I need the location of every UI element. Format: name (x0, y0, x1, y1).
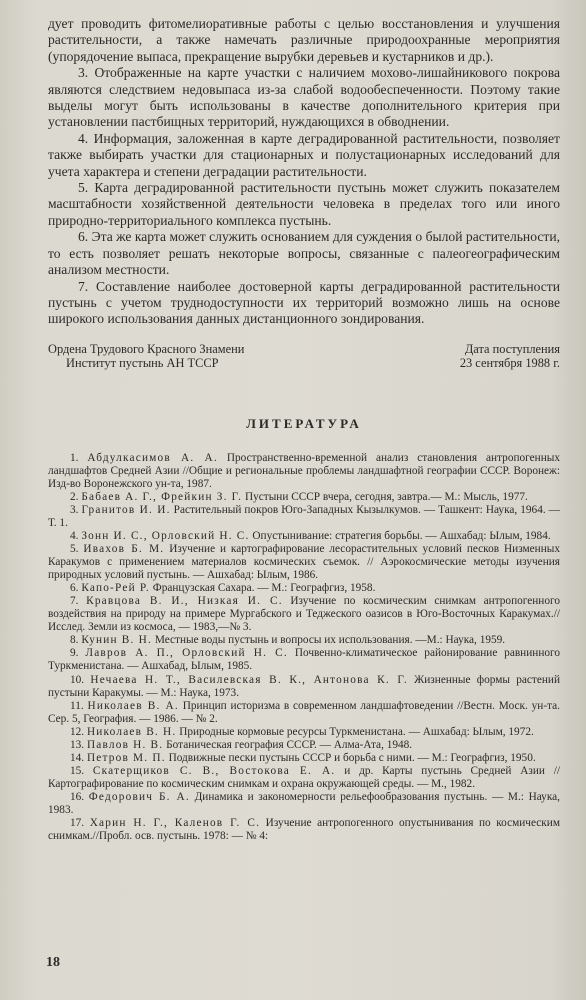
reference-item (48, 543, 560, 582)
reference-number: 15. (70, 764, 85, 777)
reference-author: Харин Н. Г., Каленов Г. С. (89, 817, 261, 830)
reference-text: Жизненные формы растений пустыни Каракумы. — М.: Наука, 1973. (48, 673, 560, 699)
reference-item (48, 595, 560, 634)
reference-text: и др. Карты пустынь Средней Азии //Картографирование по космическим снимкам и охрана окружающей среды. — М., 1982. (48, 764, 561, 790)
reference-number: 8. (70, 634, 79, 647)
reference-item (48, 817, 560, 843)
reference-item (48, 791, 560, 817)
reference-item (48, 491, 560, 504)
reference-author: Скатерщиков С. В., Востокова Е. А. (92, 764, 336, 777)
reference-item (48, 674, 560, 700)
reference-number: 3. (70, 503, 79, 516)
reference-number: 6. (70, 582, 79, 595)
received-date-label: Дата поступления (464, 341, 560, 356)
institution-line-2: Институт пустынь АН ТССР (66, 355, 219, 370)
reference-author: Кравцова В. И., Низкая И. С. (86, 595, 283, 608)
institution-line-1: Ордена Трудового Красного Знамени (48, 341, 245, 356)
reference-text: Пространственно-временной анализ становления антропогенных ландшафтов Средней Азии //Общие и региональные проблемы ландшафтной географии СССР. Воронеж: Изд-во Воронежского ун-та, 1987. (48, 451, 560, 490)
references-heading: ЛИТЕРАТУРА (246, 415, 362, 431)
reference-author: Николаев В. Н. (86, 725, 177, 738)
reference-item (48, 726, 560, 739)
reference-number: 9. (70, 647, 79, 660)
reference-author: Капо-Рей Р. (81, 582, 150, 595)
reference-author: Бабаев А. Г., Фрейкин З. Г. (81, 490, 243, 503)
page-number: 18 (46, 955, 60, 970)
body-paragraph: дует проводить фитомелиоративные работы с целью восстановления и улучшения растительности, а также намечать различные природоохранные мероприятия (упорядочение выпаса, прекращение вырубки деревьев и кустарников и др.). (48, 16, 560, 64)
reference-item (48, 582, 560, 595)
reference-text: Динамика и закономерности рельефообразования пустынь. — М.: Наука, 1983. (48, 790, 560, 816)
body-paragraph: 5. Карта деградированной растительности пустынь может служить показателем масштабности хозяйственной деятельности человека в пределах того или иного природно-территориального комплекса пустынь. (48, 180, 560, 228)
reference-number: 10. (70, 673, 85, 686)
reference-author: Абдулкасимов А. А. (87, 451, 218, 464)
reference-text: Почвенно-климатическое районирование равнинного Туркменистана. — Ашхабад, Ылым, 1985. (48, 647, 561, 673)
body-text (48, 16, 560, 328)
reference-item (48, 452, 560, 491)
reference-text: Растительный покров Юго-Западных Кызылкумов. — Ташкент: Наука, 1964. — Т. 1. (48, 503, 560, 529)
reference-text: Подвижные пески пустынь СССР и борьба с ними. — М.: Географгиз, 1950. (168, 751, 536, 764)
reference-text: Местные воды пустынь и вопросы их использования. —М.: Наука, 1959. (154, 634, 506, 647)
reference-text: Изучение по космическим снимкам антропогенного воздействия на природу на примере Мургабского и Теджеского оазисов в Юго-Восточных Каракумах.//Исслед. Земли из космоса, — 1983,—№ 3. (48, 595, 560, 634)
reference-item (48, 700, 560, 726)
reference-author: Зонн И. С., Орловский Н. С. (81, 530, 250, 542)
reference-number: 17. (70, 817, 85, 830)
reference-item (48, 647, 560, 673)
institution (48, 342, 244, 370)
signature-block (48, 342, 560, 370)
body-paragraph: 6. Эта же карта может служить основанием для суждения о былой растительности, то есть позволяет решать некоторые вопросы, связанные с палеогеографическим анализом местности. (48, 229, 560, 278)
reference-author: Николаев В. А. (87, 699, 179, 712)
reference-author: Ивахов Б. М. (83, 543, 165, 556)
body-paragraph: 7. Составление наиболее достоверной карты деградированной растительности пустынь с учетом труднодоступности их территорий возможно лишь на основе широкого использования данных дистанционного зондирования. (48, 278, 560, 327)
reference-item (48, 634, 560, 647)
reference-text: Принцип историзма в современном ландшафтоведении //Вестн. Моск. ун-та. Сер. 5, География. — 1986. — № 2. (48, 699, 560, 725)
reference-number: 12. (70, 725, 85, 738)
reference-author: Нечаева Н. Т., Василевская В. К., Антонова К. Г. (90, 673, 408, 686)
body-paragraph: 3. Отображенные на карте участки с наличием мохово-лишайникового покрова являются следствием недовыпаса из-за слабой водообеспеченности. Поэтому такие выделы могут быть использованы в качестве дополнительного критерия при установлении пастбищных территорий, нуждающихся в обводнении. (48, 65, 560, 130)
reference-number: 11. (70, 699, 84, 712)
reference-number: 16. (70, 790, 85, 803)
references-list (48, 452, 560, 843)
reference-number: 1. (70, 451, 79, 464)
reference-text: Французская Сахара. — М.: Географгиз, 1958. (152, 582, 376, 595)
reference-item (48, 752, 560, 765)
reference-author: Лавров А. П., Орловский Н. С. (85, 647, 288, 660)
reference-number: 2. (70, 490, 79, 503)
reference-text: Опустынивание: стратегия борьбы. — Ашхабад: Ылым, 1984. (252, 530, 551, 542)
reference-text: Пустыни СССР вчера, сегодня, завтра.— М.: Мысль, 1977. (244, 490, 528, 503)
reference-item (48, 739, 560, 752)
reference-item (48, 765, 560, 791)
reference-number: 7. (70, 595, 79, 608)
reference-author: Гранитов И. И. (81, 503, 171, 516)
reference-text: Изучение и картографирование лесорастительных условий песков Низменных Каракумов с применением материалов космических съемок. // Аэрокосмические методы изучения природных условий пустынь. — Ашхабад: Ылым, 1986. (48, 543, 560, 582)
reference-author: Петров М. П. (86, 751, 166, 764)
reference-number: 4. (70, 530, 79, 542)
reference-author: Федорович Б. А. (88, 790, 190, 803)
body-paragraph: 4. Информация, заложенная в карте деградированной растительности, позволяет также выбирать участки для стационарных и полустационарных исследований для учета характера и степени деградации растительности. (48, 130, 560, 179)
reference-item (48, 504, 560, 530)
reference-item (48, 530, 560, 543)
reference-text: Природные кормовые ресурсы Туркменистана. — Ашхабад: Ылым, 1972. (179, 725, 534, 738)
reference-author: Кунин В. Н. (81, 634, 152, 647)
reference-text: Изучение антропогенного опустынивания по космическим снимкам.//Пробл. осв. пустынь. 1978: — № 4: (48, 817, 560, 843)
reference-number: 13. (70, 738, 85, 751)
received-date-value: 23 сентября 1988 г. (459, 355, 560, 370)
reference-number: 14. (70, 751, 85, 764)
received-date (460, 342, 560, 370)
reference-number: 5. (70, 543, 79, 556)
reference-text: Ботаническая география СССР. — Алма-Ата, 1948. (166, 738, 413, 751)
reference-author: Павлов Н. В. (86, 738, 164, 751)
